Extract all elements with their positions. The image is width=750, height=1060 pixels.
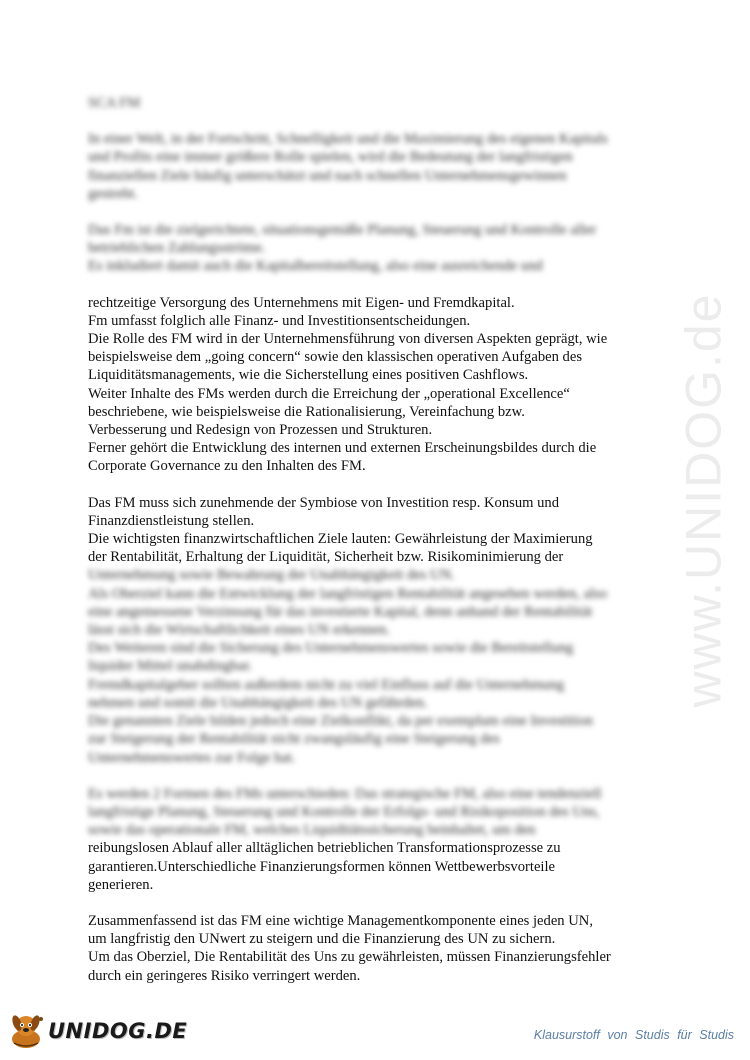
footer-tagline: Klausurstoff von Studis für Studis xyxy=(533,1028,734,1042)
text-line: Verbesserung und Redesign von Prozessen und Strukturen. xyxy=(88,422,433,439)
text-line: Des Weiteren sind die Sicherung des Unternehmenswertes sowie die Bereitstellung xyxy=(88,640,574,657)
text-line: eine angemessene Verzinsung für das investierte Kapital, denn anhand der Rentabilität xyxy=(88,603,593,620)
paragraph xyxy=(88,839,678,894)
text-line: Die genannten Ziele bilden jedoch eine Zielkonflikt, da per exemplum eine Investition xyxy=(88,713,593,730)
text-line: Um das Oberziel, Die Rentabilität des Uns zu gewährleisten, müssen Finanzierungsfehler xyxy=(88,949,611,966)
text-line: Als Oberziel kann die Entwicklung der langfristigen Rentabilität angesehen werden, also xyxy=(88,585,608,602)
blurred-paragraph xyxy=(88,566,678,766)
paragraph-gap xyxy=(88,894,678,912)
text-line: Das FM muss sich zunehmende der Symbiose von Investition resp. Konsum und xyxy=(88,494,560,511)
text-line: Fremdkapitalgeber sollten außerdem nicht zu viel Einfluss auf die Unternehmung xyxy=(88,676,565,693)
paragraph-gap xyxy=(88,276,678,294)
footer-logo xyxy=(6,1008,187,1054)
dog-mascot-icon xyxy=(6,1011,46,1051)
text-line: Fm umfasst folglich alle Finanz- und Investitionsentscheidungen. xyxy=(88,312,471,329)
text-line: reibungslosen Ablauf aller alltäglichen betrieblichen Transformationsprozesse zu xyxy=(88,840,561,857)
text-line: beispielsweise dem „going concern“ sowie den klassischen operativen Aufgaben des xyxy=(88,349,583,366)
text-line: Unternehmung sowie Bewahrung der Unabhängigkeit des UN. xyxy=(88,567,455,584)
paragraph-gap xyxy=(88,203,678,221)
text-line: generieren. xyxy=(88,876,154,893)
text-line: Das Fm ist die zielgerichtete, situationsgemäße Planung, Steuerung und Kontrolle aller xyxy=(88,222,597,239)
text-line: sowie das operationale FM, welches Liquiditätssicherung beinhaltet, um den xyxy=(88,822,536,839)
text-line: Unternehmenswertes zur Folge hat. xyxy=(88,749,296,766)
text-line: und Profits eine immer größere Rolle spielen, wird die Bedeutung der langfristigen xyxy=(88,149,573,166)
footer-brand: UNIDOG.DE xyxy=(48,1019,188,1043)
text-line: Es werden 2 Formen des FMs unterschieden: Das strategische FM, also eine tendenziell xyxy=(88,785,602,802)
text-line: rechtzeitige Versorgung des Unternehmens mit Eigen- und Fremdkapital. xyxy=(88,294,515,311)
text-line: betrieblichen Zahlungsströme. xyxy=(88,240,266,257)
text-line: Die wichtigsten finanzwirtschaftlichen Ziele lauten: Gewährleistung der Maximierung xyxy=(88,531,593,548)
paragraph xyxy=(88,912,678,985)
watermark-text: www.UNIDOG.de xyxy=(675,292,731,708)
text-line: Die Rolle des FM wird in der Unternehmensführung von diversen Aspekten geprägt, wie xyxy=(88,331,608,348)
text-line: langfristige Planung, Steuerung und Kontrolle der Erfolgs- und Risikoposition des Uns, xyxy=(88,803,600,820)
text-line: Corporate Governance zu den Inhalten des FM. xyxy=(88,458,366,475)
document-heading: SCA FM xyxy=(88,95,141,111)
blurred-paragraph xyxy=(88,785,678,840)
text-line: der Rentabilität, Erhaltung der Liquidität, Sicherheit bzw. Risikominimierung der xyxy=(88,549,564,566)
paragraph-gap xyxy=(88,476,678,494)
text-line: beschriebene, wie beispielsweise die Rationalisierung, Vereinfachung bzw. xyxy=(88,403,525,420)
text-line: lässt sich die Wirtschaftlichkeit eines UN erkennen. xyxy=(88,622,390,639)
text-line: zur Steigerung der Rentabilität nicht zwangsläufig eine Steigerung des xyxy=(88,731,500,748)
text-line: Weiter Inhalte des FMs werden durch die Erreichung der „operational Excellence“ xyxy=(88,385,570,402)
text-line: Ferner gehört die Entwicklung des internen und externen Erscheinungsbildes durch die xyxy=(88,440,597,457)
paragraph-gap xyxy=(88,767,678,785)
paragraph xyxy=(88,494,678,567)
paragraph xyxy=(88,294,678,476)
text-line: um langfristig den UNwert zu steigern und die Finanzierung des UN zu sichern. xyxy=(88,931,556,948)
text-line: liquider Mittel unabdingbar. xyxy=(88,658,253,675)
document-body xyxy=(88,94,678,985)
text-line: durch ein geringeres Risiko verringert werden. xyxy=(88,967,361,984)
text-line: garantieren.Unterschiedliche Finanzierungsformen können Wettbewerbsvorteile xyxy=(88,858,556,875)
blurred-paragraph xyxy=(88,221,678,276)
text-line: finanziellen Ziele häufig unterschätzt und nach schnellen Unternehmensgewinnen xyxy=(88,167,567,184)
text-line: Liquiditätsmanagements, wie die Sicherstellung eines positiven Cashflows. xyxy=(88,367,529,384)
text-line: nehmen und somit die Unabhängigkeit des UN gefährden. xyxy=(88,694,428,711)
text-line: Es inkludiert damit auch die Kapitalbereitstellung, also eine ausreichende und xyxy=(88,258,543,275)
text-line: Finanzdienstleistung stellen. xyxy=(88,512,255,529)
text-line: Zusammenfassend ist das FM eine wichtige Managementkomponente eines jeden UN, xyxy=(88,912,593,929)
text-line: In einer Welt, in der Fortschritt, Schnelligkeit und die Maximierung des eigenen Kapitals xyxy=(88,131,608,148)
blurred-paragraph xyxy=(88,130,678,203)
text-line: gestrebt. xyxy=(88,185,138,202)
